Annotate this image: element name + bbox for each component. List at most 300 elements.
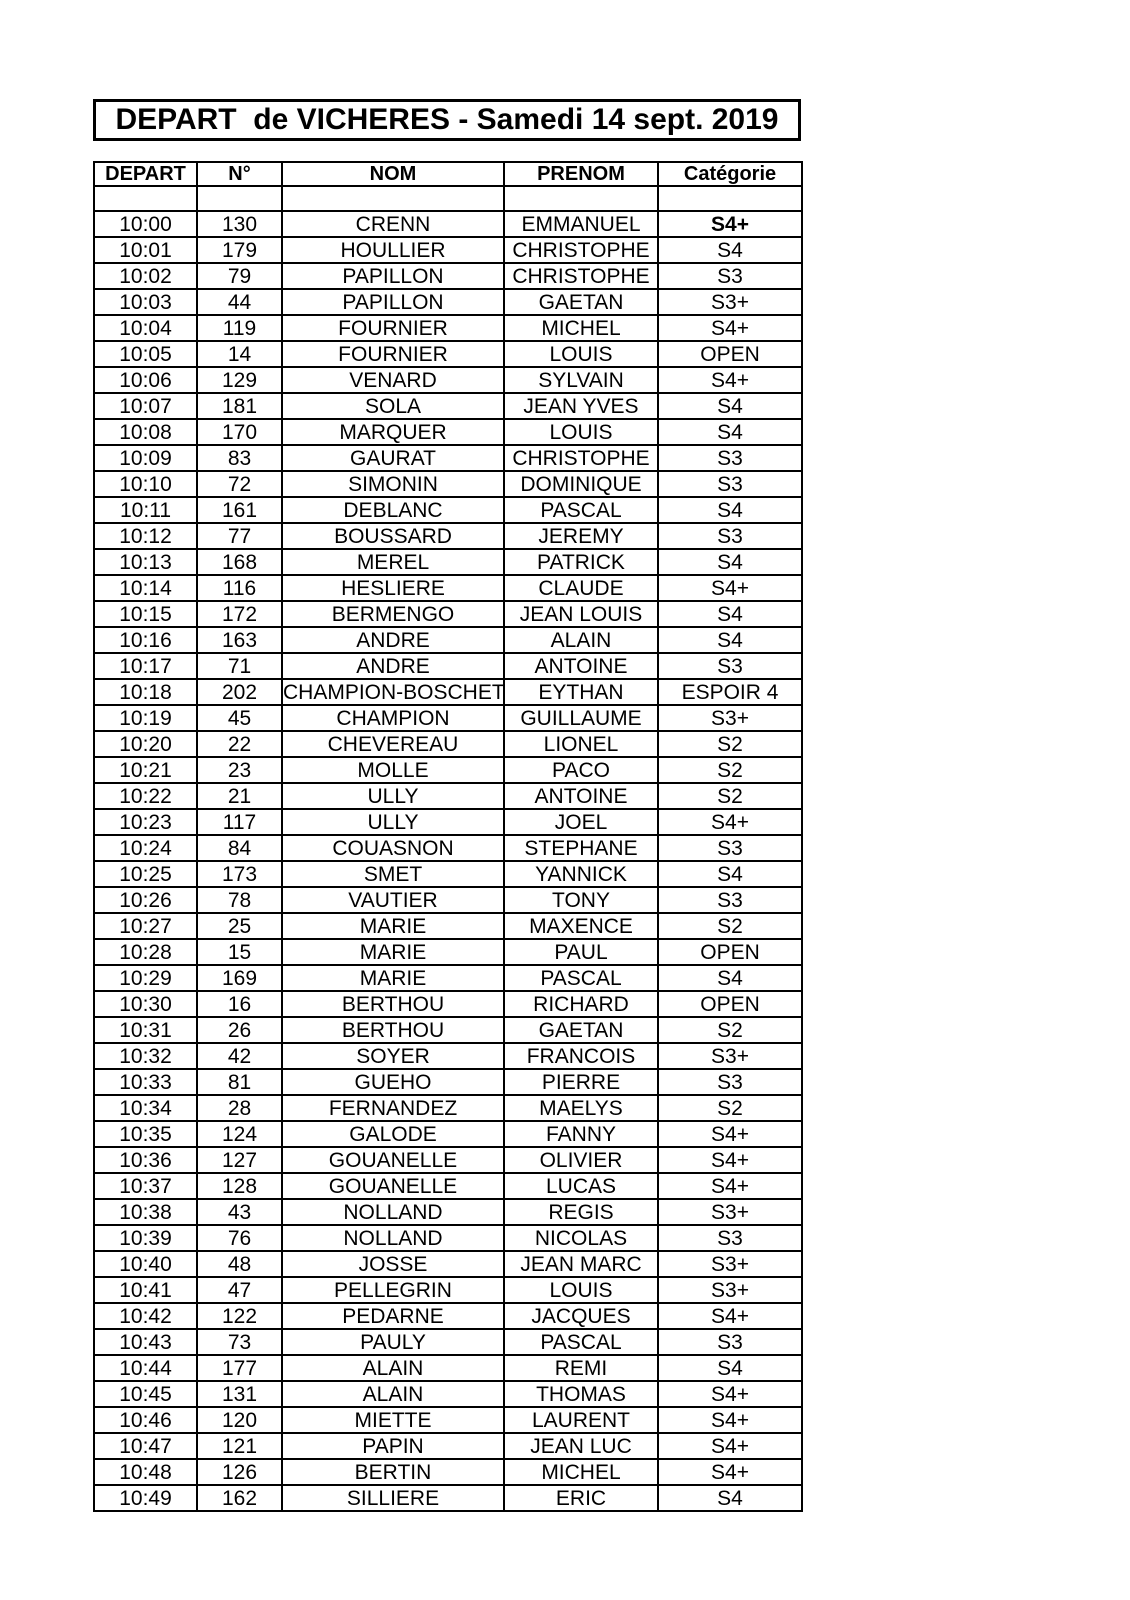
cell-categorie: S4+ xyxy=(658,1303,802,1329)
cell-categorie: S4+ xyxy=(658,315,802,341)
cell-depart: 10:32 xyxy=(94,1043,197,1069)
cell-prenom: YANNICK xyxy=(504,861,658,887)
cell-number: 124 xyxy=(197,1121,282,1147)
table-body xyxy=(94,186,802,1511)
cell-nom: FOURNIER xyxy=(282,315,504,341)
cell-number: 71 xyxy=(197,653,282,679)
cell-categorie: OPEN xyxy=(658,991,802,1017)
cell-prenom: ANTOINE xyxy=(504,653,658,679)
cell-categorie: S4 xyxy=(658,861,802,887)
cell-nom: PAPIN xyxy=(282,1433,504,1459)
cell-number: 16 xyxy=(197,991,282,1017)
table-row xyxy=(94,1329,802,1355)
cell-categorie: S4+ xyxy=(658,1121,802,1147)
cell-categorie: S4 xyxy=(658,601,802,627)
table-row xyxy=(94,1069,802,1095)
cell-categorie: S3+ xyxy=(658,1251,802,1277)
table-row xyxy=(94,835,802,861)
cell-number: 131 xyxy=(197,1381,282,1407)
table-row xyxy=(94,497,802,523)
table-row xyxy=(94,913,802,939)
cell-depart: 10:06 xyxy=(94,367,197,393)
cell-nom: SIMONIN xyxy=(282,471,504,497)
cell-prenom: GAETAN xyxy=(504,1017,658,1043)
cell-categorie: S3 xyxy=(658,445,802,471)
table-row xyxy=(94,1459,802,1485)
cell-nom: ALAIN xyxy=(282,1355,504,1381)
cell-categorie: S4 xyxy=(658,237,802,263)
table-row xyxy=(94,1485,802,1511)
cell-depart: 10:21 xyxy=(94,757,197,783)
cell-number: 21 xyxy=(197,783,282,809)
cell-number: 77 xyxy=(197,523,282,549)
table-row xyxy=(94,1147,802,1173)
empty-cell xyxy=(94,186,197,211)
cell-depart: 10:11 xyxy=(94,497,197,523)
cell-prenom: EMMANUEL xyxy=(504,211,658,237)
cell-categorie: S3 xyxy=(658,653,802,679)
cell-nom: ANDRE xyxy=(282,653,504,679)
cell-number: 23 xyxy=(197,757,282,783)
table-row xyxy=(94,601,802,627)
cell-prenom: PASCAL xyxy=(504,497,658,523)
cell-nom: GUEHO xyxy=(282,1069,504,1095)
cell-depart: 10:47 xyxy=(94,1433,197,1459)
cell-number: 28 xyxy=(197,1095,282,1121)
cell-categorie: S3 xyxy=(658,523,802,549)
cell-depart: 10:43 xyxy=(94,1329,197,1355)
cell-categorie: S4 xyxy=(658,1485,802,1511)
table-row xyxy=(94,263,802,289)
cell-depart: 10:41 xyxy=(94,1277,197,1303)
cell-nom: PELLEGRIN xyxy=(282,1277,504,1303)
cell-categorie: S3 xyxy=(658,835,802,861)
cell-nom: VAUTIER xyxy=(282,887,504,913)
cell-number: 15 xyxy=(197,939,282,965)
table-row xyxy=(94,861,802,887)
cell-categorie: S3+ xyxy=(658,1199,802,1225)
cell-prenom: PIERRE xyxy=(504,1069,658,1095)
cell-number: 202 xyxy=(197,679,282,705)
cell-categorie: S4+ xyxy=(658,211,802,237)
cell-number: 83 xyxy=(197,445,282,471)
cell-categorie: ESPOIR 4 xyxy=(658,679,802,705)
cell-number: 173 xyxy=(197,861,282,887)
table-row xyxy=(94,809,802,835)
cell-prenom: JEREMY xyxy=(504,523,658,549)
cell-prenom: DOMINIQUE xyxy=(504,471,658,497)
cell-number: 79 xyxy=(197,263,282,289)
table-row xyxy=(94,965,802,991)
cell-nom: NOLLAND xyxy=(282,1199,504,1225)
cell-categorie: S3+ xyxy=(658,1277,802,1303)
cell-nom: FOURNIER xyxy=(282,341,504,367)
table-row xyxy=(94,1277,802,1303)
cell-nom: CHEVEREAU xyxy=(282,731,504,757)
cell-categorie: S4 xyxy=(658,393,802,419)
cell-number: 127 xyxy=(197,1147,282,1173)
cell-categorie: S4 xyxy=(658,965,802,991)
cell-nom: DEBLANC xyxy=(282,497,504,523)
column-header-number: N° xyxy=(197,162,282,186)
cell-nom: BERTHOU xyxy=(282,991,504,1017)
cell-categorie: OPEN xyxy=(658,341,802,367)
column-header-categorie: Catégorie xyxy=(658,162,802,186)
cell-nom: FERNANDEZ xyxy=(282,1095,504,1121)
cell-prenom: NICOLAS xyxy=(504,1225,658,1251)
cell-categorie: S4+ xyxy=(658,367,802,393)
cell-number: 47 xyxy=(197,1277,282,1303)
cell-prenom: MICHEL xyxy=(504,315,658,341)
cell-depart: 10:36 xyxy=(94,1147,197,1173)
cell-prenom: CHRISTOPHE xyxy=(504,263,658,289)
cell-nom: SOLA xyxy=(282,393,504,419)
cell-nom: BERMENGO xyxy=(282,601,504,627)
cell-prenom: PASCAL xyxy=(504,1329,658,1355)
cell-nom: MARQUER xyxy=(282,419,504,445)
cell-prenom: RICHARD xyxy=(504,991,658,1017)
cell-number: 117 xyxy=(197,809,282,835)
table-row xyxy=(94,341,802,367)
cell-prenom: LAURENT xyxy=(504,1407,658,1433)
cell-number: 44 xyxy=(197,289,282,315)
cell-number: 84 xyxy=(197,835,282,861)
cell-number: 78 xyxy=(197,887,282,913)
cell-nom: MARIE xyxy=(282,939,504,965)
column-header-depart: DEPART xyxy=(94,162,197,186)
cell-depart: 10:27 xyxy=(94,913,197,939)
cell-number: 130 xyxy=(197,211,282,237)
cell-depart: 10:44 xyxy=(94,1355,197,1381)
cell-prenom: THOMAS xyxy=(504,1381,658,1407)
cell-categorie: S4+ xyxy=(658,1407,802,1433)
cell-depart: 10:04 xyxy=(94,315,197,341)
table-row xyxy=(94,1173,802,1199)
cell-depart: 10:28 xyxy=(94,939,197,965)
cell-depart: 10:37 xyxy=(94,1173,197,1199)
cell-nom: CHAMPION xyxy=(282,705,504,731)
table-row xyxy=(94,1121,802,1147)
cell-prenom: SYLVAIN xyxy=(504,367,658,393)
empty-row xyxy=(94,186,802,211)
cell-categorie: S3 xyxy=(658,887,802,913)
cell-prenom: MICHEL xyxy=(504,1459,658,1485)
cell-categorie: S2 xyxy=(658,757,802,783)
table-row xyxy=(94,1433,802,1459)
cell-nom: MIETTE xyxy=(282,1407,504,1433)
cell-nom: CHAMPION-BOSCHET xyxy=(283,681,505,704)
cell-depart: 10:46 xyxy=(94,1407,197,1433)
cell-number: 76 xyxy=(197,1225,282,1251)
cell-categorie: S2 xyxy=(658,731,802,757)
cell-number: 45 xyxy=(197,705,282,731)
cell-depart: 10:30 xyxy=(94,991,197,1017)
cell-nom: NOLLAND xyxy=(282,1225,504,1251)
cell-depart: 10:29 xyxy=(94,965,197,991)
cell-depart: 10:31 xyxy=(94,1017,197,1043)
cell-prenom: PATRICK xyxy=(504,549,658,575)
cell-depart: 10:34 xyxy=(94,1095,197,1121)
cell-number: 72 xyxy=(197,471,282,497)
cell-number: 169 xyxy=(197,965,282,991)
empty-cell xyxy=(282,186,504,211)
cell-depart: 10:00 xyxy=(94,211,197,237)
table-row xyxy=(94,731,802,757)
cell-depart: 10:25 xyxy=(94,861,197,887)
cell-prenom: OLIVIER xyxy=(504,1147,658,1173)
table-row xyxy=(94,211,802,237)
table-header xyxy=(94,162,802,186)
cell-prenom: PACO xyxy=(504,757,658,783)
cell-number: 119 xyxy=(197,315,282,341)
cell-nom: BOUSSARD xyxy=(282,523,504,549)
table-row xyxy=(94,627,802,653)
cell-number: 126 xyxy=(197,1459,282,1485)
table-row xyxy=(94,653,802,679)
cell-categorie: S4 xyxy=(658,627,802,653)
cell-depart: 10:22 xyxy=(94,783,197,809)
cell-depart: 10:10 xyxy=(94,471,197,497)
cell-prenom: ERIC xyxy=(504,1485,658,1511)
table-row xyxy=(94,939,802,965)
cell-nom: CRENN xyxy=(282,211,504,237)
cell-number: 162 xyxy=(197,1485,282,1511)
cell-number: 25 xyxy=(197,913,282,939)
cell-nom: JOSSE xyxy=(282,1251,504,1277)
cell-prenom: FANNY xyxy=(504,1121,658,1147)
cell-categorie: OPEN xyxy=(658,939,802,965)
cell-prenom: TONY xyxy=(504,887,658,913)
cell-nom: HOULLIER xyxy=(282,237,504,263)
cell-prenom: JACQUES xyxy=(504,1303,658,1329)
table-row xyxy=(94,289,802,315)
cell-prenom: MAXENCE xyxy=(504,913,658,939)
start-list-table xyxy=(93,161,803,1512)
cell-depart: 10:38 xyxy=(94,1199,197,1225)
cell-depart: 10:12 xyxy=(94,523,197,549)
cell-prenom: LUCAS xyxy=(504,1173,658,1199)
table-row xyxy=(94,471,802,497)
cell-categorie: S3 xyxy=(658,1329,802,1355)
table-row xyxy=(94,419,802,445)
table-row xyxy=(94,783,802,809)
cell-categorie: S3+ xyxy=(658,289,802,315)
cell-nom: MARIE xyxy=(282,965,504,991)
column-header-prenom: PRENOM xyxy=(504,162,658,186)
cell-categorie: S2 xyxy=(658,783,802,809)
cell-categorie: S3 xyxy=(658,1069,802,1095)
table-row xyxy=(94,1381,802,1407)
cell-nom: MOLLE xyxy=(282,757,504,783)
cell-number: 14 xyxy=(197,341,282,367)
cell-categorie: S4+ xyxy=(658,1147,802,1173)
cell-depart: 10:02 xyxy=(94,263,197,289)
table-row xyxy=(94,575,802,601)
cell-depart: 10:48 xyxy=(94,1459,197,1485)
cell-depart: 10:40 xyxy=(94,1251,197,1277)
cell-depart: 10:16 xyxy=(94,627,197,653)
cell-number: 128 xyxy=(197,1173,282,1199)
cell-categorie: S4+ xyxy=(658,1459,802,1485)
cell-number: 73 xyxy=(197,1329,282,1355)
cell-depart: 10:05 xyxy=(94,341,197,367)
cell-categorie: S4 xyxy=(658,497,802,523)
table-row xyxy=(94,1355,802,1381)
cell-number: 181 xyxy=(197,393,282,419)
cell-prenom: JEAN LOUIS xyxy=(504,601,658,627)
cell-prenom: ALAIN xyxy=(504,627,658,653)
table-row xyxy=(94,315,802,341)
cell-nom: VENARD xyxy=(282,367,504,393)
cell-depart: 10:49 xyxy=(94,1485,197,1511)
cell-depart: 10:18 xyxy=(94,679,197,705)
table-row xyxy=(94,887,802,913)
cell-nom: PEDARNE xyxy=(282,1303,504,1329)
cell-prenom: CHRISTOPHE xyxy=(504,237,658,263)
cell-prenom: JOEL xyxy=(504,809,658,835)
table-row xyxy=(94,237,802,263)
cell-nom: ANDRE xyxy=(282,627,504,653)
cell-depart: 10:08 xyxy=(94,419,197,445)
cell-number: 177 xyxy=(197,1355,282,1381)
empty-cell xyxy=(658,186,802,211)
cell-depart: 10:35 xyxy=(94,1121,197,1147)
cell-prenom: REGIS xyxy=(504,1199,658,1225)
table-row xyxy=(94,1407,802,1433)
table-row xyxy=(94,1043,802,1069)
cell-nom: GOUANELLE xyxy=(282,1147,504,1173)
cell-number: 163 xyxy=(197,627,282,653)
cell-depart: 10:03 xyxy=(94,289,197,315)
cell-prenom: REMI xyxy=(504,1355,658,1381)
table-row xyxy=(94,367,802,393)
cell-nom: BERTIN xyxy=(282,1459,504,1485)
cell-depart: 10:19 xyxy=(94,705,197,731)
cell-depart: 10:15 xyxy=(94,601,197,627)
cell-nom: GOUANELLE xyxy=(282,1173,504,1199)
cell-categorie: S3 xyxy=(658,1225,802,1251)
cell-nom: GALODE xyxy=(282,1121,504,1147)
cell-number: 168 xyxy=(197,549,282,575)
empty-cell xyxy=(197,186,282,211)
page-title: DEPART de VICHERES - Samedi 14 sept. 2019 xyxy=(93,99,801,141)
cell-categorie: S4+ xyxy=(658,1433,802,1459)
cell-prenom: LIONEL xyxy=(504,731,658,757)
cell-categorie: S4 xyxy=(658,1355,802,1381)
cell-number: 122 xyxy=(197,1303,282,1329)
cell-prenom: GAETAN xyxy=(504,289,658,315)
cell-depart: 10:26 xyxy=(94,887,197,913)
cell-nom: SOYER xyxy=(282,1043,504,1069)
cell-prenom: JEAN YVES xyxy=(504,393,658,419)
cell-nom: SILLIERE xyxy=(282,1485,504,1511)
cell-nom: PAPILLON xyxy=(282,263,504,289)
cell-nom: ULLY xyxy=(282,783,504,809)
cell-number: 121 xyxy=(197,1433,282,1459)
cell-prenom: CLAUDE xyxy=(504,575,658,601)
empty-cell xyxy=(504,186,658,211)
cell-categorie: S3+ xyxy=(658,705,802,731)
cell-depart: 10:14 xyxy=(94,575,197,601)
cell-number: 81 xyxy=(197,1069,282,1095)
cell-number: 161 xyxy=(197,497,282,523)
cell-prenom: LOUIS xyxy=(504,1277,658,1303)
cell-categorie: S4+ xyxy=(658,575,802,601)
cell-categorie: S4+ xyxy=(658,809,802,835)
cell-nom: PAPILLON xyxy=(282,289,504,315)
cell-depart: 10:42 xyxy=(94,1303,197,1329)
cell-depart: 10:13 xyxy=(94,549,197,575)
table-row xyxy=(94,1095,802,1121)
table-row xyxy=(94,1251,802,1277)
cell-categorie: S4+ xyxy=(658,1381,802,1407)
table-row xyxy=(94,1199,802,1225)
cell-categorie: S3 xyxy=(658,263,802,289)
column-header-nom: NOM xyxy=(282,162,504,186)
cell-depart: 10:09 xyxy=(94,445,197,471)
table-row xyxy=(94,549,802,575)
table-row xyxy=(94,705,802,731)
cell-nom: COUASNON xyxy=(282,835,504,861)
header-row xyxy=(94,162,802,186)
cell-prenom: PASCAL xyxy=(504,965,658,991)
table-row xyxy=(94,1017,802,1043)
cell-categorie: S4 xyxy=(658,549,802,575)
cell-categorie: S4 xyxy=(658,419,802,445)
cell-categorie: S4+ xyxy=(658,1173,802,1199)
table-row xyxy=(94,445,802,471)
cell-number: 179 xyxy=(197,237,282,263)
cell-number: 26 xyxy=(197,1017,282,1043)
cell-number: 172 xyxy=(197,601,282,627)
cell-number: 42 xyxy=(197,1043,282,1069)
table-row xyxy=(94,393,802,419)
cell-nom: GAURAT xyxy=(282,445,504,471)
cell-number: 116 xyxy=(197,575,282,601)
cell-prenom: LOUIS xyxy=(504,341,658,367)
cell-prenom: JEAN MARC xyxy=(504,1251,658,1277)
table-row xyxy=(94,757,802,783)
cell-prenom: MAELYS xyxy=(504,1095,658,1121)
cell-depart: 10:01 xyxy=(94,237,197,263)
cell-number: 22 xyxy=(197,731,282,757)
cell-categorie: S3+ xyxy=(658,1043,802,1069)
table-row xyxy=(94,991,802,1017)
cell-prenom: GUILLAUME xyxy=(504,705,658,731)
cell-prenom: PAUL xyxy=(504,939,658,965)
cell-prenom: CHRISTOPHE xyxy=(504,445,658,471)
cell-number: 43 xyxy=(197,1199,282,1225)
cell-depart: 10:17 xyxy=(94,653,197,679)
cell-nom: HESLIERE xyxy=(282,575,504,601)
cell-nom: MEREL xyxy=(282,549,504,575)
cell-number: 48 xyxy=(197,1251,282,1277)
cell-categorie: S3 xyxy=(658,471,802,497)
cell-depart: 10:20 xyxy=(94,731,197,757)
cell-categorie: S2 xyxy=(658,913,802,939)
cell-depart: 10:23 xyxy=(94,809,197,835)
cell-categorie: S2 xyxy=(658,1095,802,1121)
cell-nom: MARIE xyxy=(282,913,504,939)
cell-number: 129 xyxy=(197,367,282,393)
table-row xyxy=(94,1225,802,1251)
cell-prenom: FRANCOIS xyxy=(504,1043,658,1069)
cell-prenom: LOUIS xyxy=(504,419,658,445)
cell-depart: 10:07 xyxy=(94,393,197,419)
table-row xyxy=(94,1303,802,1329)
cell-number: 170 xyxy=(197,419,282,445)
cell-depart: 10:39 xyxy=(94,1225,197,1251)
